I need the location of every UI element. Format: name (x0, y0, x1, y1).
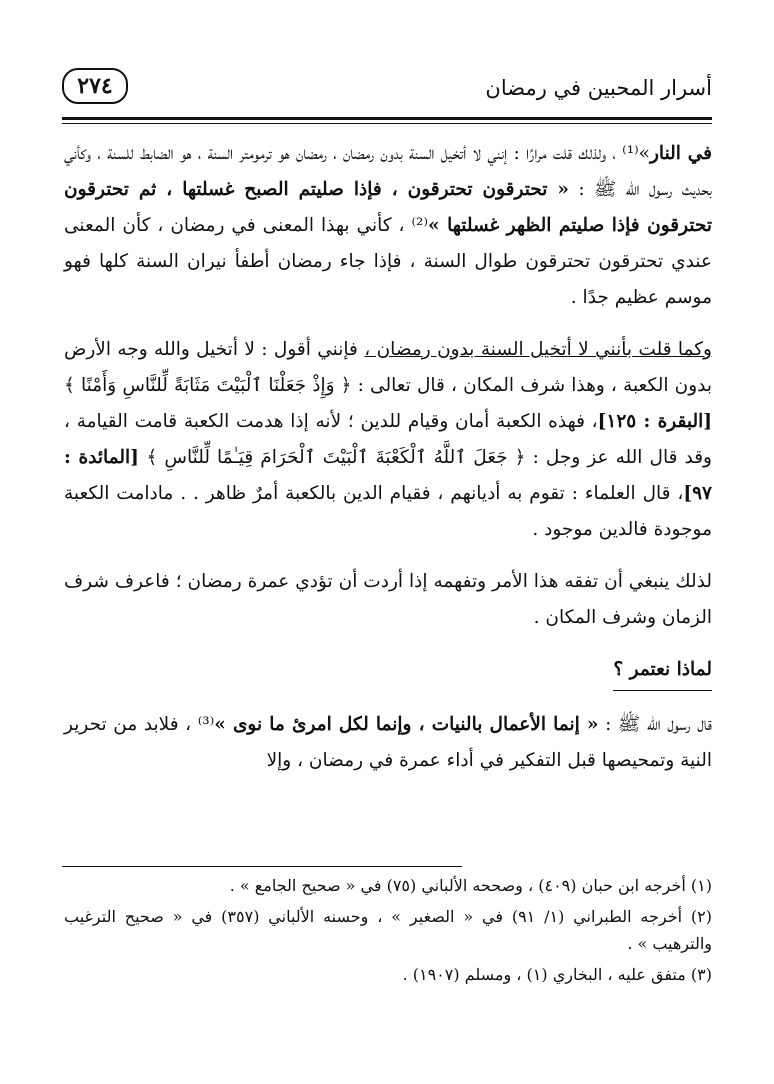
verse-reference: [المائدة : ٩٧] (64, 447, 712, 504)
footnote-separator (62, 866, 462, 867)
footnote-3: (٣) متفق عليه ، البخاري (١) ، ومسلم (١٩٠٧) . (402, 965, 712, 984)
hadith-quote: « تحترقون تحترقون ، فإذا صليتم الصبح غسلتها ، ثم تحترقون تحترقون فإذا صليتم الظهر غسلتها » (64, 179, 712, 236)
text-run: ⁽³⁾ ، فلابد من تحرير النية وتمحيصها قبل التفكير في أداء عمرة في رمضان ، وإلا (64, 714, 712, 771)
section-heading: لماذا نعتمر ؟ (613, 652, 712, 691)
paragraph-2 (64, 332, 712, 548)
text-run: ⁽²⁾ ، كأني بهذا المعنى في رمضان ، كأن المعنى عندي تحترقون تحترقون طوال السنة ، فإذا جاء رمضان أطفأ نيران السنة كلها فهو موسم عظيم جدًا . (64, 215, 712, 308)
verse-reference: [البقرة : ١٢٥] (597, 411, 712, 432)
header-rule-thick (62, 117, 712, 120)
footnote-2: (٢) أخرجه الطبراني (١/ ٩١) في « الصغير » ، وحسنه الألباني (٣٥٧) في « صحيح الترغيب والترهيب » . (64, 907, 712, 953)
underlined-phrase: وكما قلت بأنني لا أتخيل السنة بدون رمضان ، (364, 339, 712, 360)
bold-phrase: في النار (650, 143, 712, 164)
paragraph-1 (64, 136, 712, 316)
text-run: قال رسول الله ﷺ : (598, 714, 712, 735)
running-title: أسرار المحبين في رمضان (485, 76, 712, 100)
paragraph-3: لذلك ينبغي أن تفقه هذا الأمر وتفهمه إذا أردت أن تؤدي عمرة رمضان ؛ فاعرف شرف الزمان وشرف المكان . (64, 571, 712, 628)
text-run: ، فهذه الكعبة أمان وقيام للدين ؛ لأنه إذا هدمت الكعبة قامت القيامة ، وقد قال الله عز وجل : (64, 411, 712, 468)
footnotes (64, 872, 712, 992)
page-header (62, 62, 712, 116)
text-run: ، قال العلماء : تقوم به أديانهم ، فقيام الدين بالكعبة أمرٌ ظاهر . . مادامت الكعبة موجودة فالدين موجود . (64, 483, 712, 540)
hadith-quote: « إنما الأعمال بالنيات ، وإنما لكل امرئ ما نوى » (214, 714, 599, 735)
page-number: ٢٧٤ (62, 68, 128, 104)
quran-verse: ﴿ جَعَلَ ٱللَّهُ ٱلْكَعْبَةَ ٱلْبَيْتَ ٱلْحَرَامَ قِيَـٰمًا لِّلنَّاسِ ﴾ (146, 447, 526, 468)
footnote-1: (١) أخرجه ابن حبان (٤٠٩) ، وصححه الألباني (٧٥) في « صحيح الجامع » . (229, 876, 712, 895)
paragraph-4 (64, 707, 712, 779)
header-rule-thin (62, 123, 712, 124)
section-heading-wrap (64, 652, 712, 691)
text-run: فإنني أقول : لا أتخيل والله وجه الأرض بدون الكعبة ، وهذا شرف المكان ، قال تعالى : (64, 339, 712, 396)
quran-verse: ﴿ وَإِذْ جَعَلْنَا ٱلْبَيْتَ مَثَابَةً لِّلنَّاسِ وَأَمْنًا ﴾ (64, 375, 352, 396)
text-run: »⁽¹⁾ ، ولذلك قلت مرارًا : إنني لا أتخيل السنة بدون رمضان ، رمضان هو ترمومتر السنة ، هو الضابط للسنة ، وكأني بحديث رسول الله ﷺ : (64, 143, 712, 200)
main-text (64, 136, 712, 795)
